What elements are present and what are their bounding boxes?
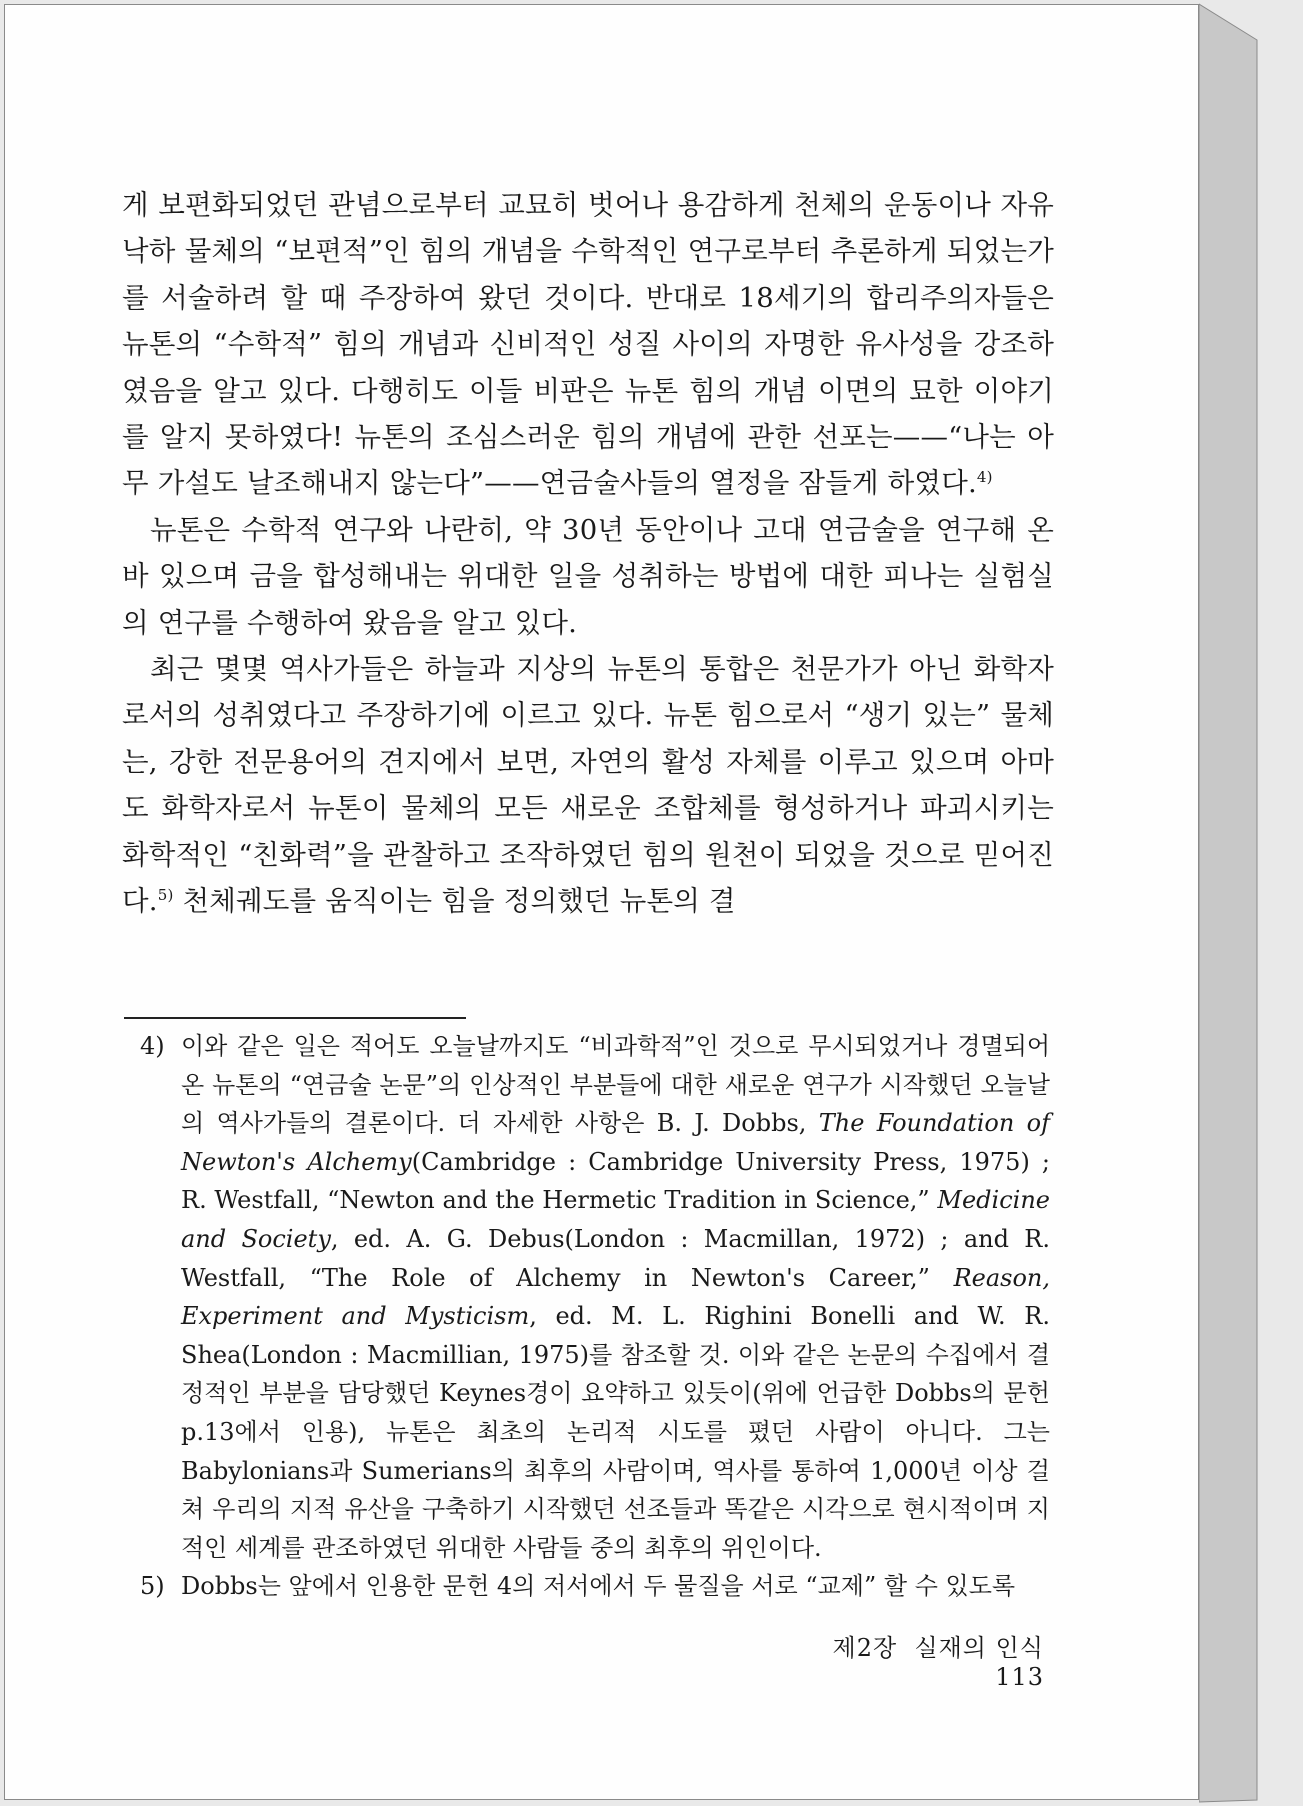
footnote-5: 5) Dobbs는 앞에서 인용한 문헌 4의 저서에서 두 물질을 서로 “교제” 할 수 있도록 (140, 1567, 1050, 1606)
footnote-ref-4: 4) (976, 468, 993, 487)
book-title: Reason, Experiment and Mysticism (181, 1263, 1050, 1331)
body-text (122, 182, 1054, 925)
book-title: Medicine and Society (181, 1186, 1050, 1253)
paragraph-3: 최근 몇몇 역사가들은 하늘과 지상의 뉴톤의 통합은 천문가가 아닌 화학자로서의 성취였다고 주장하기에 이르고 있다. 뉴톤 힘으로서 “생기 있는” 물체는, 강한 전문용어의 견지에서 보면, 자연의 활성 자체를 이루고 있으며 아마도 화학자로서 뉴톤이 물체의 모든 새로운 조합체를 형성하거나 파괴시키는 화학적인 “친화력”을 관찰하고 조작하였던 힘의 원천이 되었을 것으로 믿어진다.$^{5)}$ 천체궤도를 움직이는 힘을 정의했던 뉴톤의 결 (122, 653, 1054, 918)
footnote-divider (124, 1017, 466, 1019)
footnote-ref-5: 5) (157, 885, 174, 904)
page-number: 113 (995, 1663, 1044, 1691)
running-footer (780, 1628, 1044, 1691)
footnote-number: 5) (140, 1572, 165, 1601)
chapter-title: 제2장 실재의 인식 (832, 1634, 1044, 1662)
paragraph-2: 뉴톤은 수학적 연구와 나란히, 약 30년 동안이나 고대 연금술을 연구해 온 바 있으며 금을 합성해내는 위대한 일을 성취하는 방법에 대한 피나는 실험실의 연구를 수행하여 왔음을 알고 있다. (122, 513, 1054, 639)
paragraph-1: 게 보편화되었던 관념으로부터 교묘히 벗어나 용감하게 천체의 운동이나 자유낙하 물체의 “보편적”인 힘의 개념을 수학적인 연구로부터 추론하게 되었는가를 서술하려 할 때 주장하여 왔던 것이다. 반대로 18세기의 합리주의자들은 뉴톤의 “수학적” 힘의 개념과 신비적인 성질 사이의 자명한 유사성을 강조하였음을 알고 있다. 다행히도 이들 비판은 뉴톤 힘의 개념 이면의 묘한 이야기를 알지 못하였다! 뉴톤의 조심스러운 힘의 개념에 관한 선포는——“나는 아무 가설도 날조해내지 않는다”——연금술사들의 열정을 잠들게 하였다.$^{4)}$ (122, 189, 1054, 500)
book-title: The Foundation of Newton's Alchemy (181, 1109, 1050, 1176)
footnote-number: 4) (140, 1032, 165, 1060)
footnotes (140, 1027, 1050, 1606)
footnote-4: 4) 이와 같은 일은 적어도 오늘날까지도 “비과학적”인 것으로 무시되었거나 경멸되어온 뉴톤의 “연금술 논문”의 인상적인 부분들에 대한 새로운 연구가 시작했던 오늘날의 역사가들의 결론이다. 더 자세한 사항은 B. J. Dobbs, The Foundation of Newton's Alchemy(Cambridge : Cambridge University Press, 1975) ; R. Westfall, “Newton and the Hermetic Tradition in Science,” Medicine and Society, ed. A. G. Debus(London : Macmillan, 1972) ; and R. Westfall, “The Role of Alchemy in Newton's Career,” Reason, Experiment and Mysticism, ed. M. L. Righini Bonelli and W. R. Shea(London : Macmillian, 1975)를 참조할 것. 이와 같은 논문의 수집에서 결정적인 부분을 담당했던 Keynes경이 요약하고 있듯이(위에 언급한 Dobbs의 문헌 p.13에서 인용), 뉴톤은 최초의 논리적 시도를 폈던 사람이 아니다. 그는 Babylonians과 Sumerians의 최후의 사람이며, 역사를 통하여 1,000년 이상 걸쳐 우리의 지적 유산을 구축하기 시작했던 선조들과 똑같은 시각으로 현시적이며 지적인 세계를 관조하였던 위대한 사람들 중의 최후의 위인이다. (140, 1027, 1050, 1567)
page-stack-edge (1199, 0, 1303, 1806)
